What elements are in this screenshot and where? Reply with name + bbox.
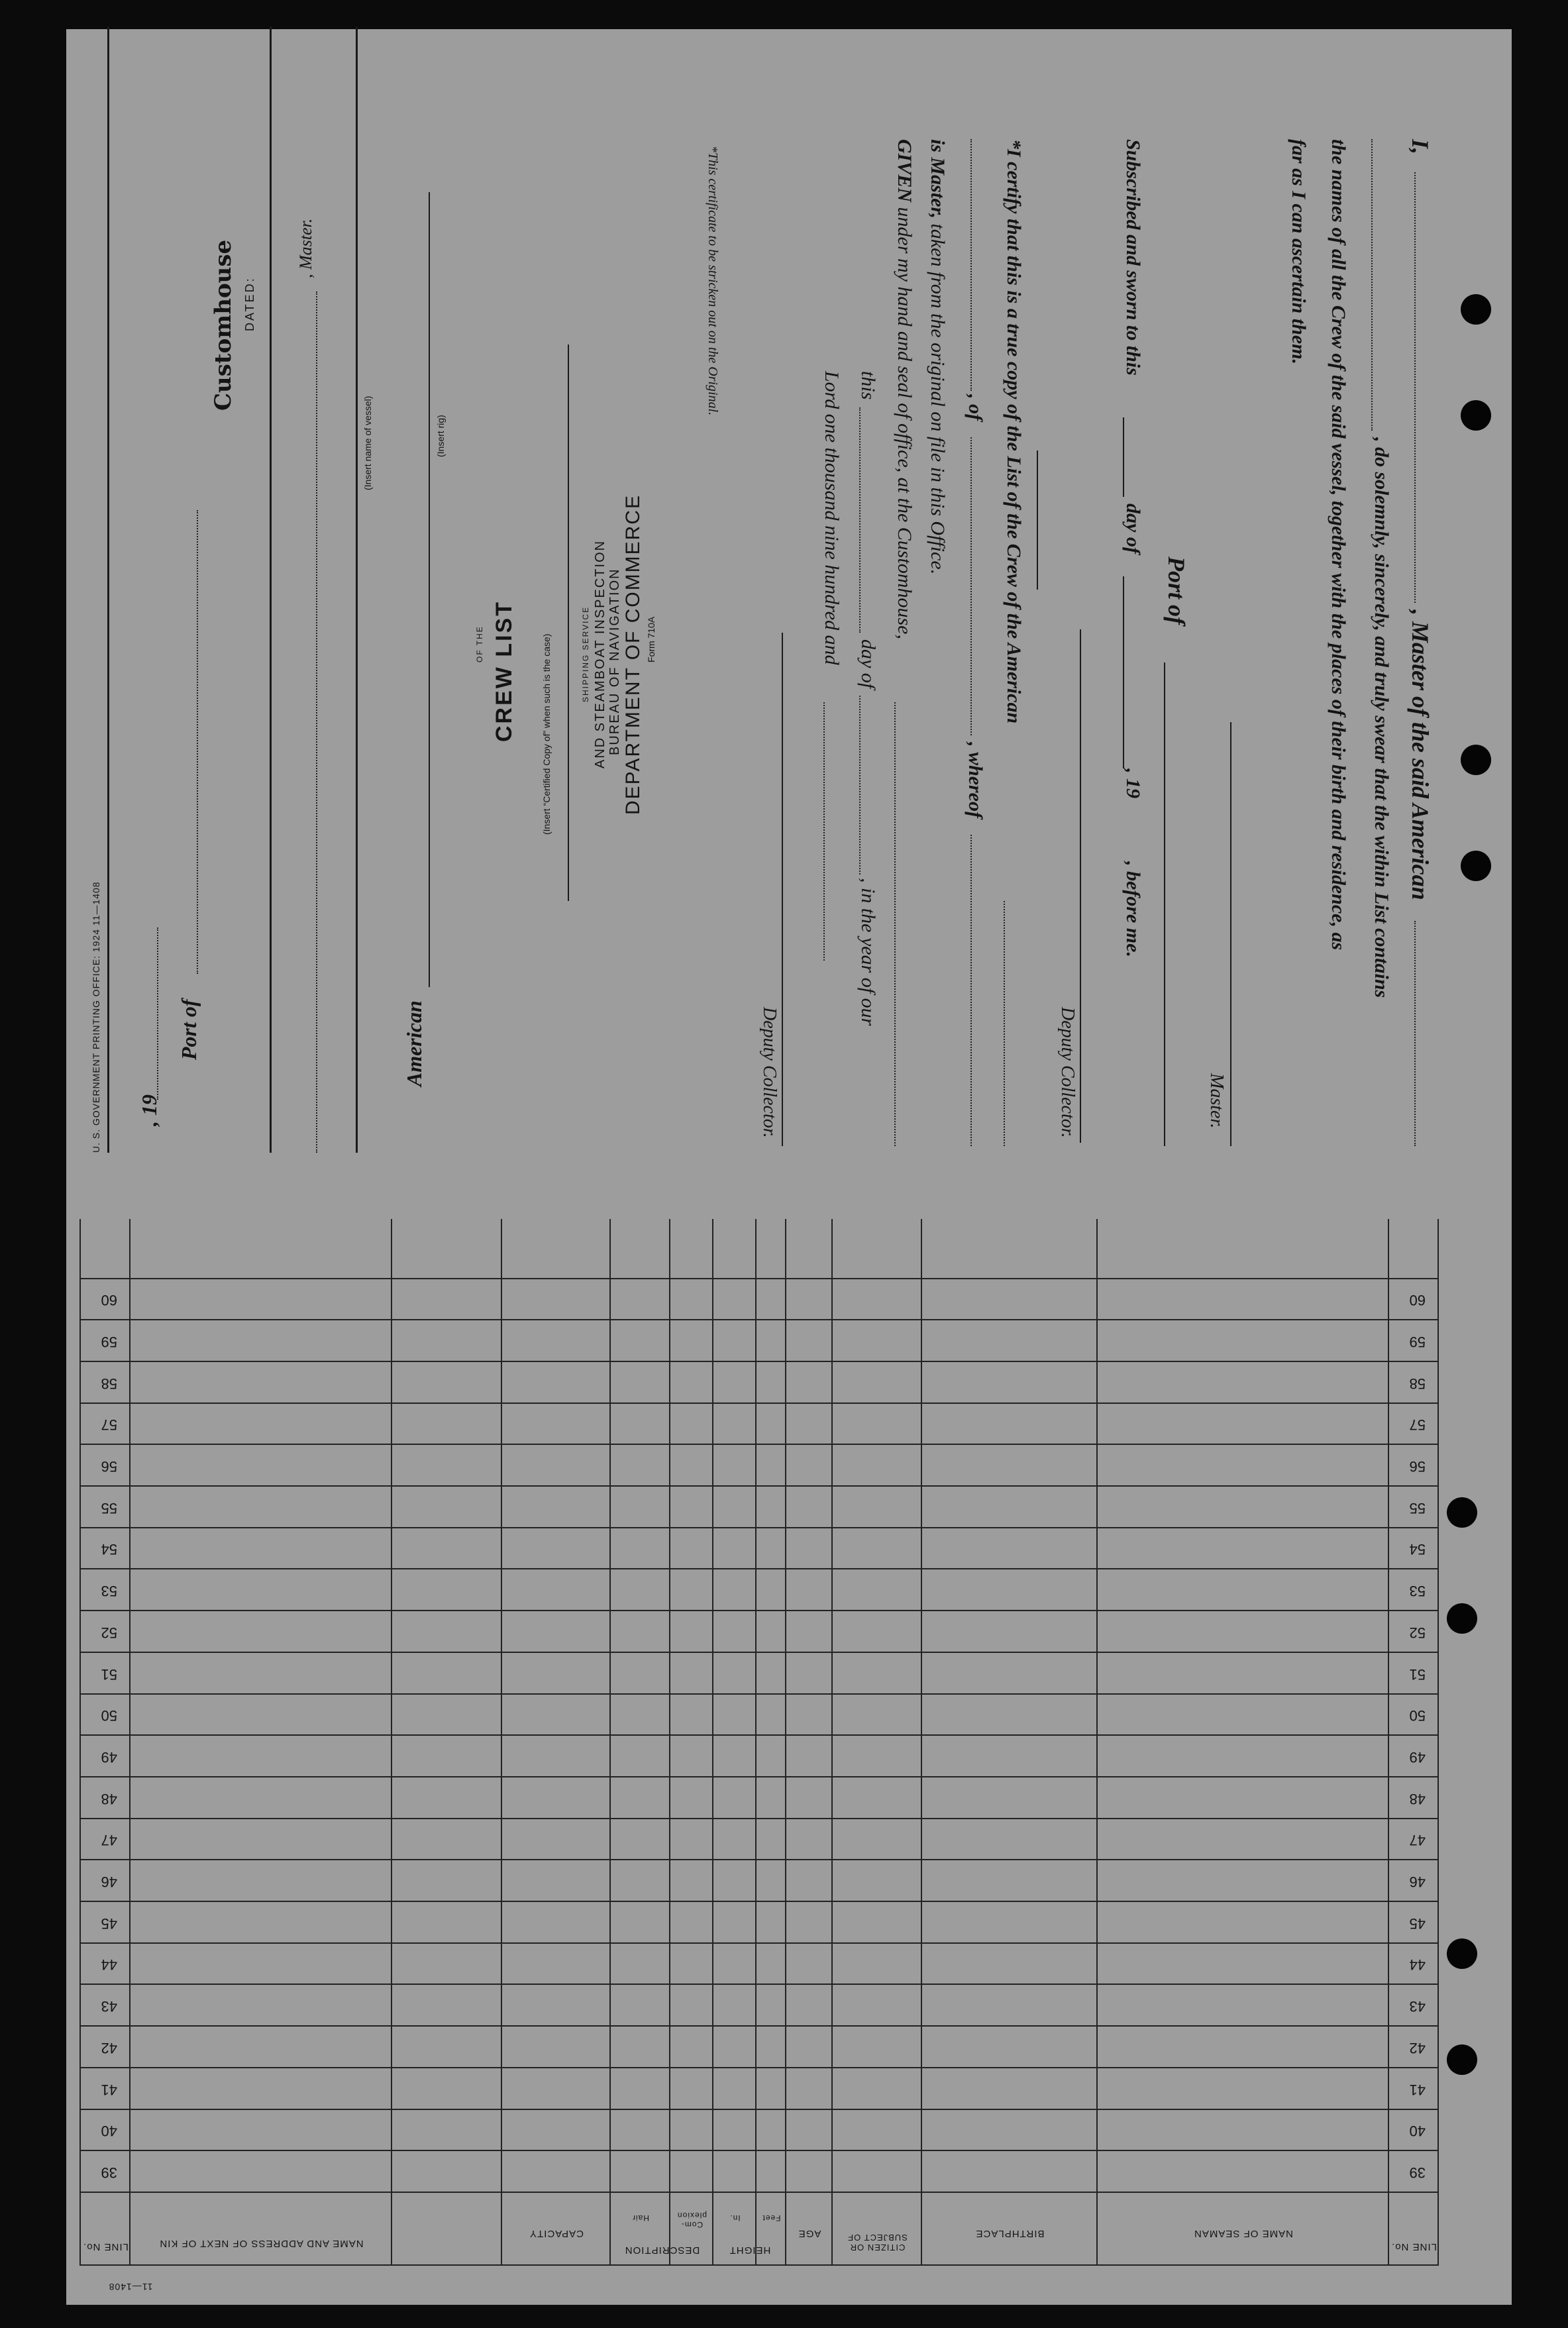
table-row	[79, 1942, 1439, 1944]
cert-this: this	[857, 371, 879, 400]
table-row	[79, 1319, 1439, 1320]
row-number-right: 57	[101, 1416, 117, 1434]
vessel-field[interactable]	[1414, 921, 1416, 1146]
department-title: DEPARTMENT OF COMMERCE	[622, 494, 644, 815]
cover-port-of: Port of	[177, 999, 201, 1060]
row-number-right: 42	[101, 2039, 117, 2056]
row-number: 55	[1409, 1499, 1426, 1516]
cover-master-field[interactable]	[316, 291, 317, 1153]
header-name: NAME OF SEAMAN	[1194, 2228, 1293, 2239]
printer-code: 11—1408	[108, 2282, 153, 2292]
port-of-label: Port of	[1163, 556, 1190, 625]
row-number: 46	[1409, 1874, 1426, 1891]
row-number-right: 51	[101, 1666, 117, 1683]
punch-hole	[1447, 1938, 1477, 1969]
dated-label: DATED:	[243, 276, 256, 331]
oath-i: I,	[1407, 139, 1434, 155]
row-number-right: 56	[101, 1458, 117, 1475]
table-row	[79, 1652, 1439, 1653]
insert-certified: (Insert “Certified Copy of” when such is the case)	[541, 633, 552, 835]
cover-rule	[107, 26, 109, 1153]
cert-line3-rest: under my hand and seal of office, at the Customhouse,	[894, 202, 915, 639]
master-sig-label: Master.	[1206, 1073, 1227, 1129]
oath-solemnly: , do solemnly, sincerely, and truly swear that the within List contains	[1371, 437, 1392, 998]
customhouse-field[interactable]	[894, 702, 896, 1146]
table-row	[79, 1361, 1439, 1362]
row-number: 51	[1409, 1666, 1426, 1683]
customhouse-label: Customhouse	[210, 239, 236, 411]
cover-date-field[interactable]	[157, 927, 158, 1100]
table-border	[79, 2264, 1439, 2266]
punch-hole	[1461, 400, 1491, 431]
oath-and-cover-section	[78, 40, 1442, 1206]
row-number: 54	[1409, 1541, 1426, 1558]
header-rule	[79, 2192, 1439, 2193]
of-the: OF THE	[475, 625, 484, 662]
row-number: 59	[1409, 1334, 1426, 1350]
cert-line1: *I certify that this is a true copy of the List of the Crew of the American	[1003, 139, 1025, 724]
table-row	[79, 2025, 1439, 2027]
row-number: 39	[1409, 2164, 1426, 2181]
row-number: 60	[1409, 1292, 1426, 1309]
row-number-right: 46	[101, 1874, 117, 1891]
cover-rule	[270, 26, 272, 1153]
cover-master: , Master.	[296, 218, 315, 278]
nineteen-label: , 19	[1122, 768, 1144, 798]
row-number-right: 39	[101, 2164, 117, 2181]
table-row	[79, 1693, 1439, 1695]
shipping-service: SHIPPING SERVICE	[581, 606, 590, 702]
cert-name-field[interactable]	[970, 139, 972, 391]
table-row	[79, 1402, 1439, 1404]
header-citizen: CITIZEN OR SUBJECT OF	[847, 2233, 908, 2252]
header-line-no-right: LINE No.	[83, 2241, 129, 2252]
table-row	[79, 2109, 1439, 2110]
row-number: 42	[1409, 2039, 1426, 2056]
port-field[interactable]	[1164, 662, 1165, 1146]
cert-month-field[interactable]	[859, 696, 861, 874]
row-number: 45	[1409, 1915, 1426, 1932]
table-row	[79, 1734, 1439, 1736]
cert-deputy-label: Deputy Collector.	[759, 1007, 780, 1138]
table-row	[79, 1485, 1439, 1487]
row-number-right: 58	[101, 1375, 117, 1392]
crew-list-title: CREW LIST	[492, 600, 517, 742]
punch-hole	[1447, 2044, 1477, 2075]
header-inches: In.	[729, 2213, 741, 2223]
cert-master-field[interactable]	[970, 835, 972, 1146]
printer-line: U. S. GOVERNMENT PRINTING OFFICE: 1924 11—1408	[91, 881, 101, 1153]
header-hair: Hair	[632, 2213, 650, 2223]
punch-hole	[1447, 1497, 1477, 1528]
cover-rig-line[interactable]	[429, 192, 430, 987]
table-row	[79, 1610, 1439, 1611]
separator-rule	[1037, 450, 1038, 590]
oath-master-of: , Master of the said American	[1407, 609, 1434, 900]
table-row	[79, 1527, 1439, 1528]
cert-day-field[interactable]	[859, 407, 861, 633]
bureau-line1: BUREAU OF NAVIGATION	[607, 568, 622, 755]
cert-of: , of	[965, 394, 986, 421]
row-number-right: 43	[101, 1998, 117, 2015]
form-number: Form 710A	[646, 616, 656, 662]
header-height: HEIGHT	[729, 2245, 771, 2256]
row-number-right: 55	[101, 1499, 117, 1516]
day-field[interactable]	[1123, 417, 1124, 497]
cert-line2	[926, 139, 949, 574]
table-row	[79, 1984, 1439, 1985]
table-row	[79, 1569, 1439, 1570]
header-next-of-kin: NAME AND ADDRESS OF NEXT OF KIN	[159, 2238, 364, 2249]
header-feet: Feet	[762, 2213, 781, 2223]
row-number-right: 54	[101, 1541, 117, 1558]
row-number: 52	[1409, 1624, 1426, 1641]
given: GIVEN	[894, 139, 915, 203]
table-row	[79, 1444, 1439, 1445]
row-number: 58	[1409, 1375, 1426, 1392]
header-description: DESCRIPTION	[624, 2245, 700, 2256]
insert-rig: (Insert rig)	[435, 415, 446, 457]
header-line-no: LINE No.	[1391, 2241, 1437, 2252]
row-number: 44	[1409, 1956, 1426, 1974]
row-number: 57	[1409, 1416, 1426, 1434]
row-number-right: 47	[101, 1832, 117, 1849]
punch-hole	[1461, 851, 1491, 881]
punch-hole	[1461, 294, 1491, 325]
row-number-right: 59	[101, 1334, 117, 1350]
row-number-right: 48	[101, 1790, 117, 1807]
row-number-right: 40	[101, 2123, 117, 2140]
row-number-right: 50	[101, 1707, 117, 1724]
oath-ascertain: far as I can ascertain them.	[1288, 139, 1310, 365]
cert-day-of: day of	[857, 639, 879, 689]
header-capacity: CAPACITY	[529, 2228, 584, 2239]
crew-table	[79, 1219, 1439, 2292]
deputy-collector-line[interactable]	[1080, 629, 1081, 1143]
header-complexion: Com-plexion	[676, 2211, 707, 2229]
certified-copy-line[interactable]	[568, 344, 569, 901]
cert-whereof: , whereof	[965, 742, 986, 818]
cert-vessel-field[interactable]	[1004, 901, 1005, 1146]
bureau-line2: AND STEAMBOAT INSPECTION	[593, 539, 607, 768]
subscribed-label: Subscribed and sworn to this	[1122, 139, 1144, 376]
table-row	[79, 1278, 1439, 1279]
cover-nineteen: , 19	[137, 1094, 161, 1126]
deputy-collector-label: Deputy Collector.	[1057, 1007, 1078, 1138]
punch-hole	[1461, 745, 1491, 775]
table-row	[79, 2067, 1439, 2068]
row-number: 41	[1409, 2081, 1426, 2098]
row-number-right: 45	[101, 1915, 117, 1932]
row-number-right: 52	[101, 1624, 117, 1641]
cover-american: American	[402, 1000, 426, 1086]
oath-names: the names of all the Crew of the said vessel, together with the places of their birth and residence, as	[1328, 139, 1349, 951]
cover-port-field[interactable]	[197, 510, 198, 974]
row-number: 40	[1409, 2123, 1426, 2140]
row-number-right: 44	[101, 1956, 117, 1974]
month-field[interactable]	[1123, 576, 1124, 768]
row-number-right: 41	[101, 2081, 117, 2098]
row-number: 50	[1409, 1707, 1426, 1724]
row-number-right: 49	[101, 1749, 117, 1766]
table-row	[79, 1776, 1439, 1777]
cert-year-field[interactable]	[823, 702, 825, 961]
row-number: 48	[1409, 1790, 1426, 1807]
table-row	[79, 2150, 1439, 2151]
row-number: 47	[1409, 1832, 1426, 1849]
cert-line2-rest: taken from the original on file in this Office.	[927, 219, 949, 575]
rig-field[interactable]	[1371, 139, 1373, 431]
header-age: AGE	[798, 2228, 821, 2239]
master-signature-line[interactable]	[1230, 722, 1231, 1146]
cert-line3	[893, 139, 915, 639]
punch-hole	[1447, 1603, 1477, 1634]
insert-name: (Insert name of vessel)	[362, 396, 373, 490]
row-number: 53	[1409, 1583, 1426, 1600]
table-row	[79, 1859, 1439, 1860]
cert-line5: Lord one thousand nine hundred and	[821, 371, 843, 665]
row-number-right: 53	[101, 1583, 117, 1600]
cert-port-field[interactable]	[970, 437, 972, 735]
row-number-right: 60	[101, 1292, 117, 1309]
name-field[interactable]	[1414, 172, 1416, 603]
row-number: 43	[1409, 1998, 1426, 2015]
header-birthplace: BIRTHPLACE	[975, 2228, 1045, 2239]
cert-footnote: *This certificate to be stricken out on the Original.	[706, 146, 720, 416]
row-number: 49	[1409, 1749, 1426, 1766]
cert-year-of: , in the year of our	[857, 878, 879, 1026]
is-master: is Master,	[927, 139, 949, 219]
cert-deputy-line[interactable]	[782, 633, 783, 1146]
table-row	[79, 1901, 1439, 1902]
table-row	[79, 1818, 1439, 1819]
row-number: 56	[1409, 1458, 1426, 1475]
cover-vessel-line[interactable]	[356, 26, 358, 1153]
cover-panel	[78, 40, 660, 1206]
before-me-label: , before me.	[1122, 861, 1144, 957]
day-of-label: day of	[1122, 503, 1144, 554]
